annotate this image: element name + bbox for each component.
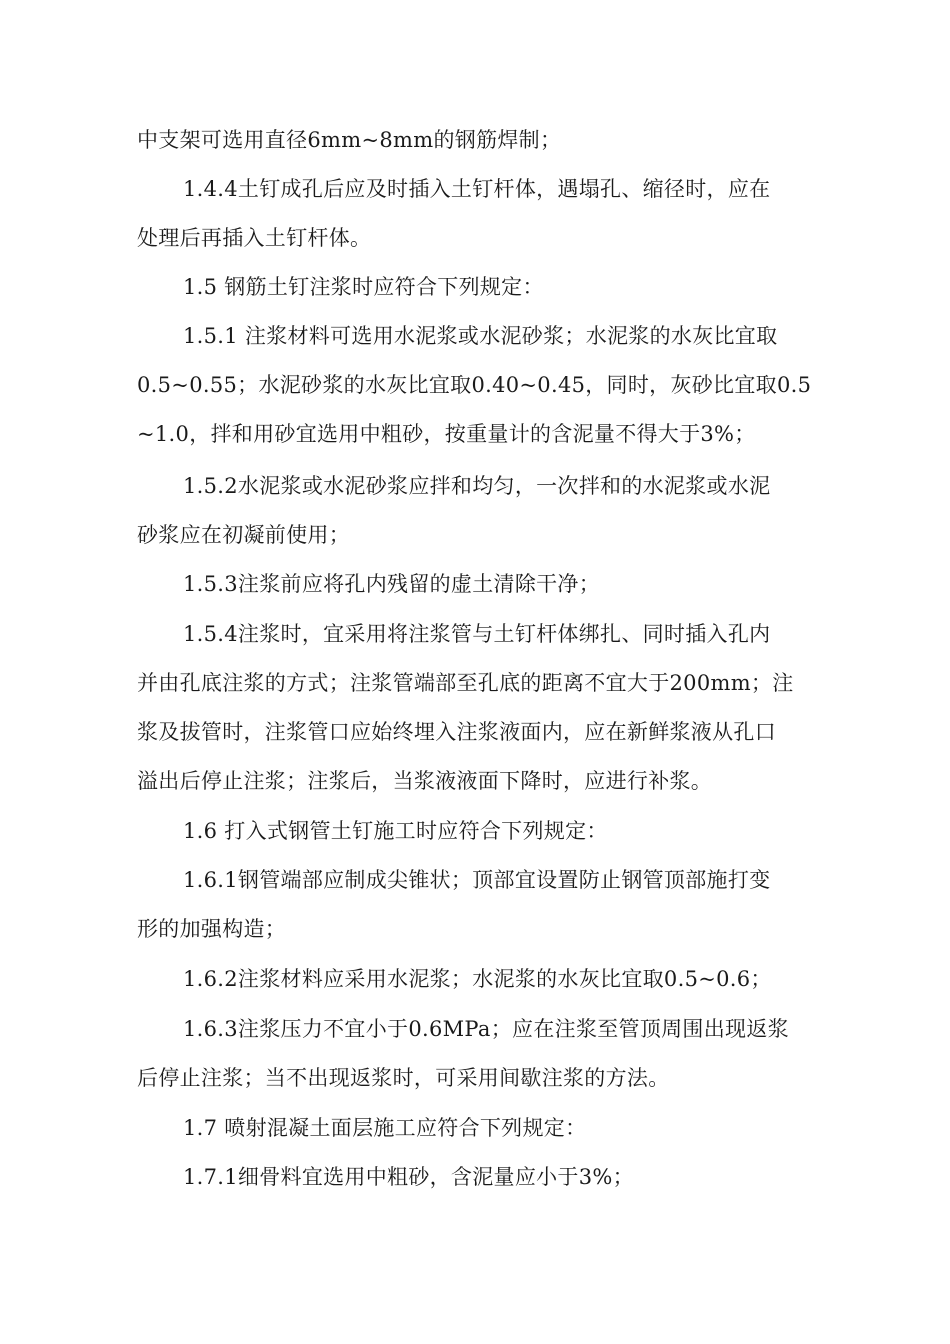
text-line: 处理后再插入土钉杆体。 bbox=[137, 226, 372, 250]
clause-1-5-2: 1.5.2水泥浆或水泥砂浆应拌和均匀，一次拌和的水泥浆或水泥 bbox=[183, 474, 771, 498]
clause-1-6-3: 1.6.3注浆压力不宜小于0.6MPa；应在注浆至管顶周围出现返浆 bbox=[183, 1017, 789, 1041]
text-line: 砂浆应在初凝前使用； bbox=[137, 523, 350, 547]
clause-1-7-heading: 1.7 喷射混凝土面层施工应符合下列规定： bbox=[183, 1116, 587, 1140]
clause-1-5-1: 1.5.1 注浆材料可选用水泥浆或水泥砂浆；水泥浆的水灰比宜取 bbox=[183, 324, 778, 348]
text-line: 中支架可选用直径6mm~8mm的钢筋焊制； bbox=[137, 128, 562, 152]
clause-1-4-4: 1.4.4土钉成孔后应及时插入土钉杆体，遇塌孔、缩径时，应在 bbox=[183, 177, 771, 201]
clause-1-5-3: 1.5.3注浆前应将孔内残留的虚土清除干净； bbox=[183, 572, 601, 596]
clause-1-6-heading: 1.6 打入式钢管土钉施工时应符合下列规定： bbox=[183, 819, 608, 843]
text-line: ~1.0，拌和用砂宜选用中粗砂，按重量计的含泥量不得大于3%； bbox=[137, 422, 756, 446]
text-line: 浆及拔管时，注浆管口应始终埋入注浆液面内，应在新鲜浆液从孔口 bbox=[137, 720, 776, 744]
text-line: 溢出后停止注浆；注浆后，当浆液液面下降时，应进行补浆。 bbox=[137, 769, 713, 793]
text-line: 0.5~0.55；水泥砂浆的水灰比宜取0.40~0.45，同时，灰砂比宜取0.5 bbox=[137, 373, 812, 397]
clause-1-5-4: 1.5.4注浆时，宜采用将注浆管与土钉杆体绑扎、同时插入孔内 bbox=[183, 622, 771, 646]
text-line: 形的加强构造； bbox=[137, 917, 287, 941]
clause-1-6-2: 1.6.2注浆材料应采用水泥浆；水泥浆的水灰比宜取0.5~0.6； bbox=[183, 967, 772, 991]
text-line: 并由孔底注浆的方式；注浆管端部至孔底的距离不宜大于200mm；注 bbox=[137, 671, 794, 695]
clause-1-7-1: 1.7.1细骨料宜选用中粗砂，含泥量应小于3%； bbox=[183, 1165, 634, 1189]
clause-1-5-heading: 1.5 钢筋土钉注浆时应符合下列规定： bbox=[183, 275, 544, 299]
clause-1-6-1: 1.6.1钢管端部应制成尖锥状；顶部宜设置防止钢管顶部施打变 bbox=[183, 868, 771, 892]
text-line: 后停止注浆；当不出现返浆时，可采用间歇注浆的方法。 bbox=[137, 1066, 670, 1090]
